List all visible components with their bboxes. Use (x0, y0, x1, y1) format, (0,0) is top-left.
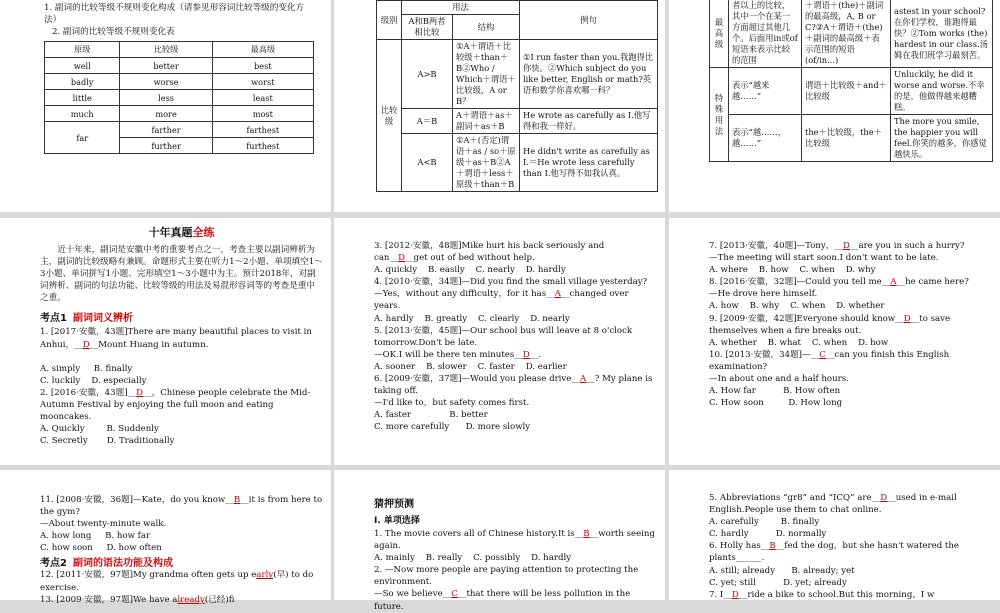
example-cell: He didn't write as carefully as I.＝He wrote less carefully than I.他写得不如我认真。 (520, 134, 658, 192)
example-cell: He wrote as carefully as I.他写得和我一样好。 (520, 109, 658, 134)
question-1: 1. The movie covers all of Chinese history.It is__B__worth seeing again. (374, 529, 658, 552)
question-5: 5. [2013·安徽，45题]—Our school bus will leave at 8 o'clock tomorrow.Don't be late. —OK.I will be there ten minutes__D__. (374, 325, 657, 361)
cell: much (45, 106, 120, 122)
answer: D (731, 589, 739, 600)
structure-cell: ①A＋谓语＋比较级＋than＋B②Who / Which＋谓语＋比较级，A or B？ (453, 40, 520, 109)
question-text: ? My plane is taking off. —I'd like to，but safety comes first. (374, 374, 653, 409)
question-text: . (538, 349, 542, 360)
question-text: are you in such a hurry? —The meeting will start soon.I don't want to be late. (709, 241, 965, 264)
question-text: 1. The movie covers all of Chinese history.It is (374, 529, 575, 539)
question-6: 6. Holly has__B__fed the dog，but she hasn't watered the plants______. (709, 541, 962, 564)
cell: better (120, 58, 212, 74)
answer: D (903, 313, 911, 324)
point-heading (40, 309, 323, 324)
answer: D (522, 349, 530, 360)
cell: more (120, 106, 212, 122)
header-cell: 比较级 (120, 42, 212, 58)
answer: D (136, 387, 144, 398)
table-row (710, 68, 993, 115)
question-9: 9. [2009·安徽，42题]Everyone should know__D__to save themselves when a fire breaks out. (709, 313, 953, 336)
structure-cell: ①A＋(否定)谓语＋as / so＋原级＋as＋B②A＋谓语＋less＋原级＋than＋B (453, 134, 520, 192)
side-label: 特殊用法 (710, 68, 729, 162)
structure-cell: the＋比较级，the＋比较级 (802, 115, 891, 162)
prediction-subtitle: Ⅰ. 单项选择 (374, 516, 420, 526)
question-1: 1. [2017·安徽，43题]There are many beautiful places to visit in Anhui，__D__Mount Huang in autumn. (40, 327, 315, 350)
question-text: used in e-mail English.People use them to chat online. (709, 493, 960, 516)
meaning-cell: 表示“越来越……” (729, 68, 802, 115)
question-1-options: A. simply B. finally C. luckily D. especially (40, 363, 147, 386)
question-text: ride a bike to school.But this morning，I w (747, 589, 935, 600)
question-text: to save themselves when a fire breaks out. (709, 313, 953, 336)
question-9-options: A. whether B. what C. when D. how (709, 337, 889, 348)
cell: further (120, 138, 212, 154)
answer: D (842, 241, 850, 251)
relation-cell: A<B (402, 134, 453, 192)
question-text: 2. [2016·安徽，43题] (40, 387, 128, 398)
intro-paragraph: 近十年来，副词是安徽中考的重要考点之一，考查主要以副词辨析为主，副词的比较级略有兼顾。命题形式主要在听力1～2小题、单项填空1～3小题、单词拼写1小题、完形填空1～3小题中为主。预计2018年，对副词辨析、副词的句法功能、比较等级的用法及易混形容词等的考查是重中之重。 (40, 245, 323, 304)
question-4-options: A. hardly B. greatly C. clearly D. nearly (374, 313, 570, 324)
question-text: 6. Holly has (709, 541, 761, 552)
example-header: 例句 (520, 1, 658, 40)
slide-superlative-special-table (669, 0, 1000, 212)
slide-adverb-irregular-table (0, 0, 331, 212)
question-text: . (761, 553, 765, 564)
question-text: Mount Huang in autumn. (98, 339, 209, 350)
table-header-row (45, 42, 314, 58)
question-text: he came here? —He drove here himself. (709, 277, 969, 300)
example-cell: astest in your school?在你们学校，谁跑得最快？②Tom works (the) hardest in our class.汤姆在我们班学习最刻苦。 (891, 0, 993, 68)
cell: worse (120, 74, 212, 90)
question-2: 2. [2016·安徽，43题]__D__，Chinese people celebrate the Mid-Autumn Festival by enjoying the full moon and eating mooncakes. (40, 387, 311, 423)
table-row (710, 0, 993, 68)
question-text: 2. —Now more people are paying attention to protecting the environment. —So we believe (374, 565, 639, 600)
point-title: 副词的语法功能及构成 (72, 558, 173, 570)
cell: less (120, 90, 212, 106)
superlative-usage-table (709, 0, 993, 162)
slide-comparative-usage-table (334, 0, 665, 212)
question-6-options: A. still; already B. already; yet C. yet; still D. yet; already (709, 565, 855, 588)
question-5-options: A. carefully B. finally C. hardly D. normally (709, 517, 827, 540)
question-text: 7. [2013·安徽，40题]—Tony， (709, 241, 835, 251)
question-text: 9. [2009·安徽，42题]Everyone should know (709, 313, 896, 324)
relation-cell: A＝B (402, 109, 453, 134)
question-3-options: A. quickly B. easily C. nearly D. hardly (374, 265, 566, 276)
question-text: 5. [2013·安徽，45题]—Our school bus will leave at 8 o'clock tomorrow.Don't be late. —OK.I will be there ten minutes (374, 325, 633, 360)
cell: worst (212, 74, 313, 90)
cell: far (45, 122, 120, 154)
table-row (45, 90, 314, 106)
question-text: 12. [2011·安徽，97题]My grandma often gets up e (40, 570, 257, 581)
meaning-cell: 者以上的比较，其中一个在某一方面超过其他几个。后面用in或of短语来表示比较的范围 (729, 0, 802, 68)
question-7: 7. I__D__ride a bike to school.But this morning，I w (709, 589, 935, 600)
point-number: 考点1 (40, 313, 67, 325)
question-11-options: A. how long B. how far C. how soon D. how often (40, 531, 162, 554)
answer: arly (256, 570, 274, 581)
answer: D (880, 493, 888, 503)
cell: well (45, 58, 120, 74)
question-text: 7. I (709, 589, 724, 600)
ab-header: A和B两者相比较 (402, 15, 453, 40)
question-7: 7. [2013·安徽，40题]—Tony，__D__are you in such a hurry? —The meeting will start soon.I don't want to be late. (709, 241, 965, 264)
point-number: 考点2 (40, 558, 67, 570)
irregular-comparison-table (44, 41, 314, 154)
table-row (45, 74, 314, 90)
question-text: get out of bed without help. (413, 253, 535, 264)
usage-header: 用法 (402, 1, 520, 15)
question-text: 10. [2013·安徽，34题]— (709, 349, 811, 360)
question-11: 11. [2008·安徽，36题]—Kate，do you know__B__it is from here to the gym? —About twenty-minute walk. (40, 494, 323, 530)
intro-line-2: 2. 副词的比较等级不规则变化表 (52, 27, 175, 38)
question-text: (已经)fi (204, 594, 235, 605)
comparative-usage-table (376, 0, 658, 192)
intro-line-1: 1. 副词的比较等级不规则变化构成（请参见形容词比较等级的变化方法） (44, 3, 305, 26)
question-text: it is from here to the gym? —About twenty-minute walk. (40, 495, 323, 530)
answer: C (451, 589, 458, 600)
level-header: 级别 (377, 1, 402, 40)
question-6: 6. [2009·安徽，37题]—Would you please drive__A__? My plane is taking off. —I'd like to，but safety comes first. (374, 373, 657, 409)
question-text: 8. [2016·安徽，32题]—Could you tell me (709, 277, 882, 288)
slide-prediction-questions-5-7 (669, 470, 1000, 600)
table-row (45, 106, 314, 122)
answer: A (890, 277, 897, 288)
answer: B (769, 541, 776, 552)
example-cell: Unluckily, he did it worse and worse.不幸的是，他做得越来越糟糕。 (891, 68, 993, 115)
question-3: 3. [2012·安徽，48题]Mike hurt his back seriously and can__D__get out of bed without help. (374, 241, 607, 264)
example-cell: The more you smile, the happier you will feel.你笑的越多，你感觉越快乐。 (891, 115, 993, 162)
question-5: 5. Abbreviations “gr8” and “ICQ” are__D__used in e-mail English.People use them to chat online. (709, 493, 960, 516)
cell: badly (45, 74, 120, 90)
question-4: 4. [2010·安徽，34题]—Did you find the small village yesterday? —Yes，without any difficulty，for it has__A__changed over years. (374, 277, 648, 312)
question-6-options: A. faster B. better C. more carefully D. more slowly (374, 410, 531, 433)
side-label: 比较级 (377, 40, 402, 192)
question-text: ，Chinese people celebrate the Mid-Autumn Festival by enjoying the full moon and eating mooncakes. (40, 387, 311, 423)
question-13 (40, 594, 323, 606)
cell: farthest (212, 122, 313, 138)
question-2: 2. —Now more people are paying attention to protecting the environment. —So we believe__C__that there will be less pollution in the future. (374, 564, 657, 612)
example-cell: ①I run faster than you.我跑得比你快。②Which subject do you like better, English or math?英语和数学你喜欢哪一科？ (520, 40, 658, 109)
table-row (710, 115, 993, 162)
slide-prediction-questions (334, 470, 665, 612)
slide-questions-7-10 (669, 218, 1000, 465)
cell: farther (120, 122, 212, 138)
question-8: 8. [2016·安徽，32题]—Could you tell me__A__he came here? —He drove here himself. (709, 277, 969, 300)
question-text: 11. [2008·安徽，36题]—Kate，do you know (40, 495, 226, 505)
meaning-cell: 表示“越……，越……” (729, 115, 802, 162)
cell: furthest (212, 138, 313, 154)
table-row (45, 122, 314, 138)
cell: best (212, 58, 313, 74)
slide-ten-year-questions (0, 218, 331, 465)
title-main: 十年真题 (148, 226, 193, 239)
header-cell: 原级 (45, 42, 120, 58)
answer: C (819, 349, 826, 360)
answer: B (583, 529, 590, 539)
structure-cell: 谓语＋比较级＋and＋比较级 (802, 68, 891, 115)
table-row (377, 109, 658, 134)
question-10-options: A. How far B. How often C. How soon D. How long (709, 386, 843, 409)
structure-header: 结构 (453, 15, 520, 40)
question-12 (40, 569, 323, 593)
slide-questions-3-6 (334, 218, 665, 465)
question-2-options: A. Quickly B. Suddenly C. Secretly D. Traditionally (40, 424, 175, 447)
question-text: 3. [2012·安徽，48题]Mike hurt his back seriously and can (374, 241, 607, 264)
point-heading (40, 554, 323, 569)
question-text: 1. [2017·安徽，43题]There are many beautiful places to visit in Anhui， (40, 327, 315, 350)
question-text: fed the dog，but she hasn't watered the plants (709, 541, 962, 564)
prediction-title: 猜押预测 (374, 499, 414, 510)
question-text: 5. Abbreviations “gr8” and “ICQ” are (709, 493, 872, 503)
table-row (377, 134, 658, 192)
question-text: that there will be less pollution in the future. (374, 589, 633, 612)
question-text: (早) to do exercise. (40, 570, 317, 593)
answer: D (398, 253, 405, 264)
question-text: 4. [2010·安徽，34题]—Did you find the small village yesterday? —Yes，without any difficulty，for it has (374, 277, 648, 300)
answer: D (82, 339, 90, 350)
table-row (377, 40, 658, 109)
question-8-options: A. how B. why C. when D. whether (709, 301, 885, 312)
header-cell: 最高级 (212, 42, 313, 58)
side-label: 最高级 (710, 0, 729, 68)
point-title: 副词词义辨析 (72, 313, 133, 325)
structure-cell: A＋谓语＋as＋副词＋as＋B (453, 109, 520, 134)
question-text: changed over years. (374, 289, 632, 312)
answer: lready (177, 594, 205, 605)
cell: little (45, 90, 120, 106)
title-accent: 全练 (192, 226, 215, 239)
question-1-options: A. mainly B. really C. possibly D. hardly (374, 553, 572, 564)
section-title (40, 224, 323, 240)
question-5-options: A. sooner B. slower C. faster D. earlier (374, 361, 567, 372)
answer: A (554, 289, 561, 300)
question-7-options: A. where B. how C. when D. why (709, 265, 876, 276)
cell: least (212, 90, 313, 106)
relation-cell: A>B (402, 40, 453, 109)
answer: A (579, 374, 587, 385)
question-text: 6. [2009·安徽，37题]—Would you please drive (374, 374, 572, 385)
slide-questions-11-13 (0, 470, 331, 605)
question-text: 13. [2009·安徽，97题]We have a (40, 594, 178, 605)
cell: most (212, 106, 313, 122)
answer: B (233, 495, 241, 505)
question-text: can you finish this English examination? —In about one and a half hours. (709, 349, 950, 385)
table-row (45, 58, 314, 74)
question-text: worth seeing again. (374, 529, 658, 552)
structure-cell: ＋谓语＋(the)＋副词的最高级，A, B or C?②A＋谓语＋(the)＋副词的最高级＋表示范围的短语(of/in...) (802, 0, 891, 68)
question-10: 10. [2013·安徽，34题]—__C__can you finish this English examination? —In about one and a half hours. (709, 349, 992, 385)
